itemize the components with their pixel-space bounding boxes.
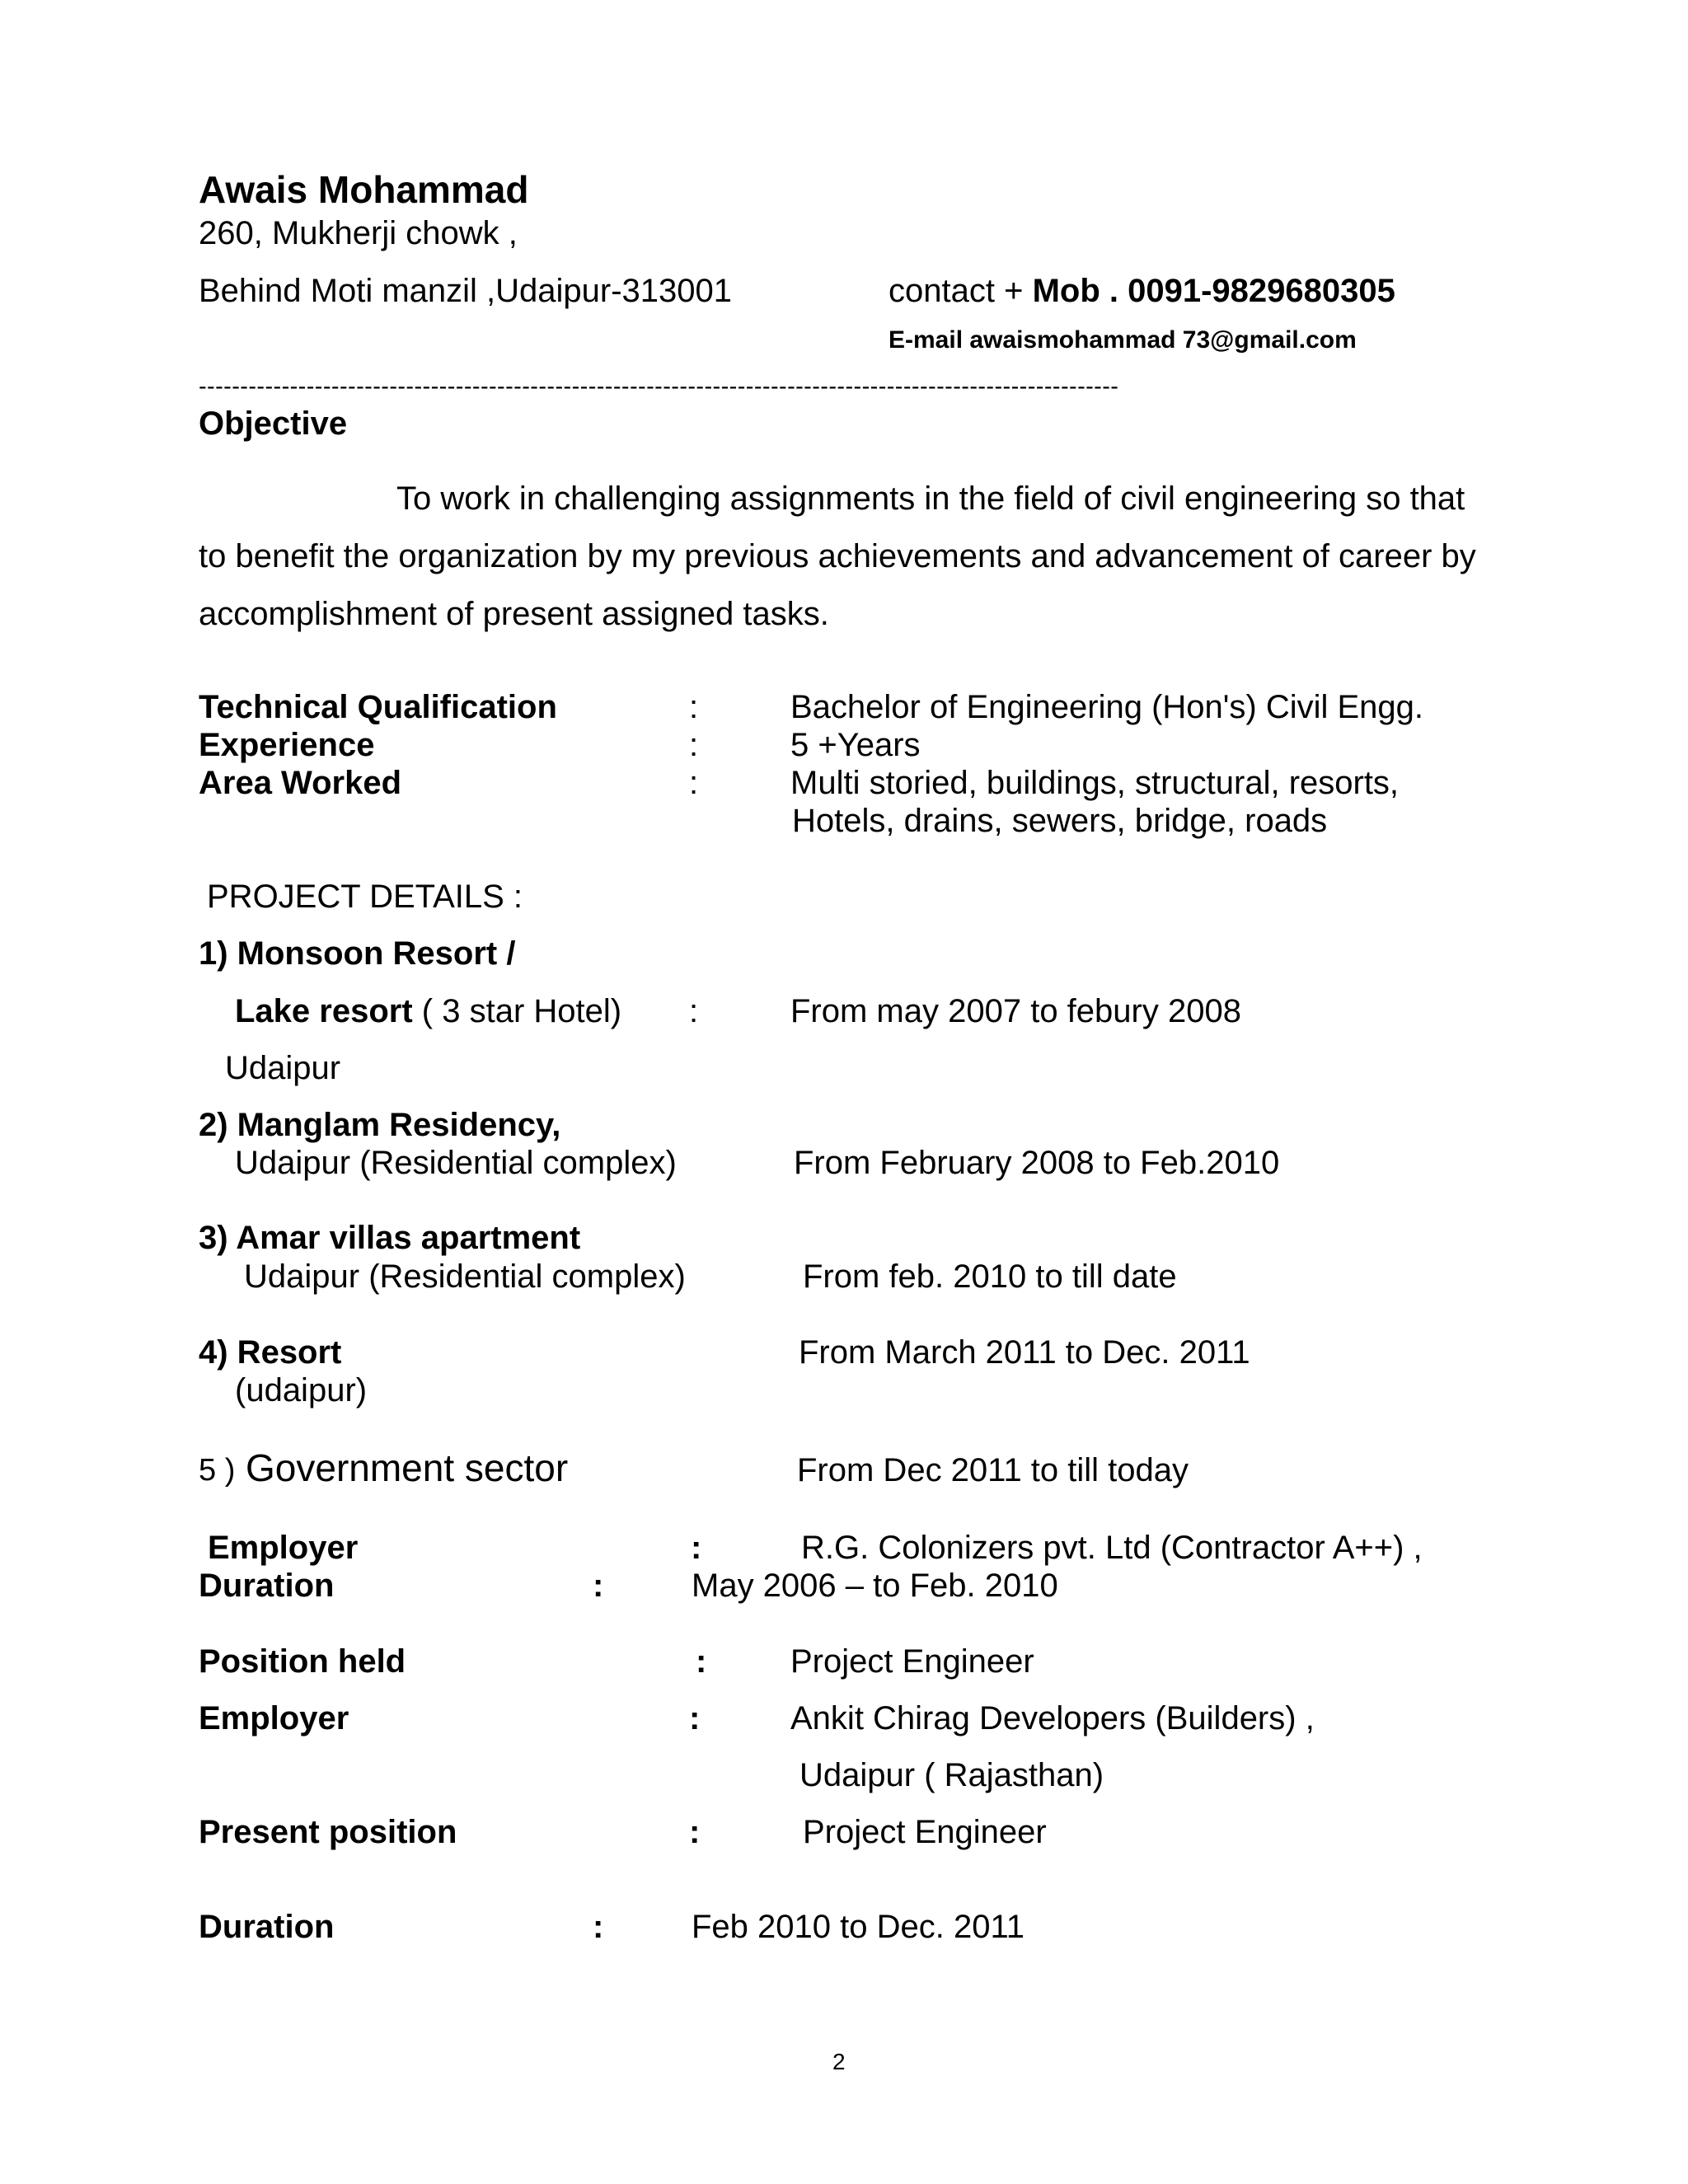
present-position-colon: : (689, 1814, 701, 1850)
project-3-period: From feb. 2010 to till date (803, 1258, 1177, 1295)
project-3-subtitle: Udaipur (Residential complex) (244, 1258, 686, 1295)
address-line-2: Behind Moti manzil ,Udaipur-313001 (199, 273, 733, 309)
project-1-colon: : (689, 993, 699, 1029)
project-5-period: From Dec 2011 to till today (797, 1452, 1189, 1488)
experience-label: Experience (199, 727, 375, 763)
area-worked-label: Area Worked (199, 765, 402, 801)
position-held-colon: : (696, 1643, 707, 1680)
duration-2-colon: : (593, 1909, 604, 1945)
project-details-heading: PROJECT DETAILS : (207, 879, 523, 915)
employer-2-label: Employer (199, 1700, 349, 1736)
project-1-sub-bold: Lake resort (235, 993, 413, 1029)
contact-prefix: contact + (889, 273, 1024, 309)
employer-1-value: R.G. Colonizers pvt. Ltd (Contractor A++) , (801, 1530, 1423, 1566)
objective-heading: Objective (199, 405, 348, 442)
duration-1-colon: : (593, 1568, 604, 1604)
project-2-subtitle: Udaipur (Residential complex) (235, 1145, 677, 1181)
tech-qualification-value: Bachelor of Engineering (Hon's) Civil Engg. (790, 689, 1424, 725)
mobile-number: Mob . 0091-9829680305 (1032, 273, 1395, 309)
project-1-subtitle (235, 995, 621, 1028)
experience-value: 5 +Years (790, 727, 921, 763)
project-2-title: 2) Manglam Residency, (199, 1107, 561, 1143)
project-1-sub-rest: ( 3 star Hotel) (421, 993, 622, 1029)
employer-2-value: Ankit Chirag Developers (Builders) , (790, 1700, 1315, 1736)
separator-line: --------------------------------------------------------------------------------------------------------------- (199, 373, 1119, 400)
area-worked-colon: : (689, 765, 699, 801)
project-5-title: Government sector (246, 1446, 569, 1489)
area-worked-value-2: Hotels, drains, sewers, bridge, roads (792, 803, 1328, 839)
tech-qualification-label: Technical Qualification (199, 689, 557, 725)
duration-2-label: Duration (199, 1909, 335, 1945)
position-held-label: Position held (199, 1643, 406, 1680)
project-1-period: From may 2007 to febury 2008 (790, 993, 1241, 1029)
project-3-title: 3) Amar villas apartment (199, 1220, 581, 1256)
experience-colon: : (689, 727, 699, 763)
employer-2-colon: : (689, 1700, 701, 1736)
duration-2-value: Feb 2010 to Dec. 2011 (692, 1909, 1025, 1945)
project-1-title: 1) Monsoon Resort / (199, 935, 516, 972)
contact-line (889, 274, 1395, 307)
employer-1-colon: : (691, 1530, 702, 1566)
candidate-name: Awais Mohammad (199, 168, 529, 211)
area-worked-value: Multi storied, buildings, structural, resorts, (790, 765, 1400, 801)
project-4-period: From March 2011 to Dec. 2011 (799, 1334, 1250, 1371)
tech-qualification-colon: : (689, 689, 699, 725)
email-address: E-mail awaismohammad 73@gmail.com (889, 326, 1357, 354)
address-line-1: 260, Mukherji chowk , (199, 215, 518, 251)
objective-paragraph: To work in challenging assignments in the field of civil engineering so that to benefit the organization by my previous achievements and advancement of career by accomplishment of present assigned tasks. (199, 480, 1476, 632)
project-4-title: 4) Resort (199, 1334, 342, 1371)
project-2-period: From February 2008 to Feb.2010 (794, 1145, 1280, 1181)
objective-text (199, 470, 1501, 643)
project-4-subtitle: (udaipur) (235, 1372, 368, 1408)
present-position-value: Project Engineer (803, 1814, 1047, 1850)
duration-1-value: May 2006 – to Feb. 2010 (692, 1568, 1058, 1604)
present-position-label: Present position (199, 1814, 457, 1850)
employer-2-value-2: Udaipur ( Rajasthan) (799, 1757, 1104, 1793)
position-held-value: Project Engineer (790, 1643, 1034, 1680)
project-5-number: 5 ) (199, 1453, 236, 1488)
employer-1-label: Employer (208, 1530, 359, 1566)
page-number: 2 (832, 2049, 846, 2074)
project-1-place: Udaipur (225, 1050, 341, 1086)
duration-1-label: Duration (199, 1568, 335, 1604)
